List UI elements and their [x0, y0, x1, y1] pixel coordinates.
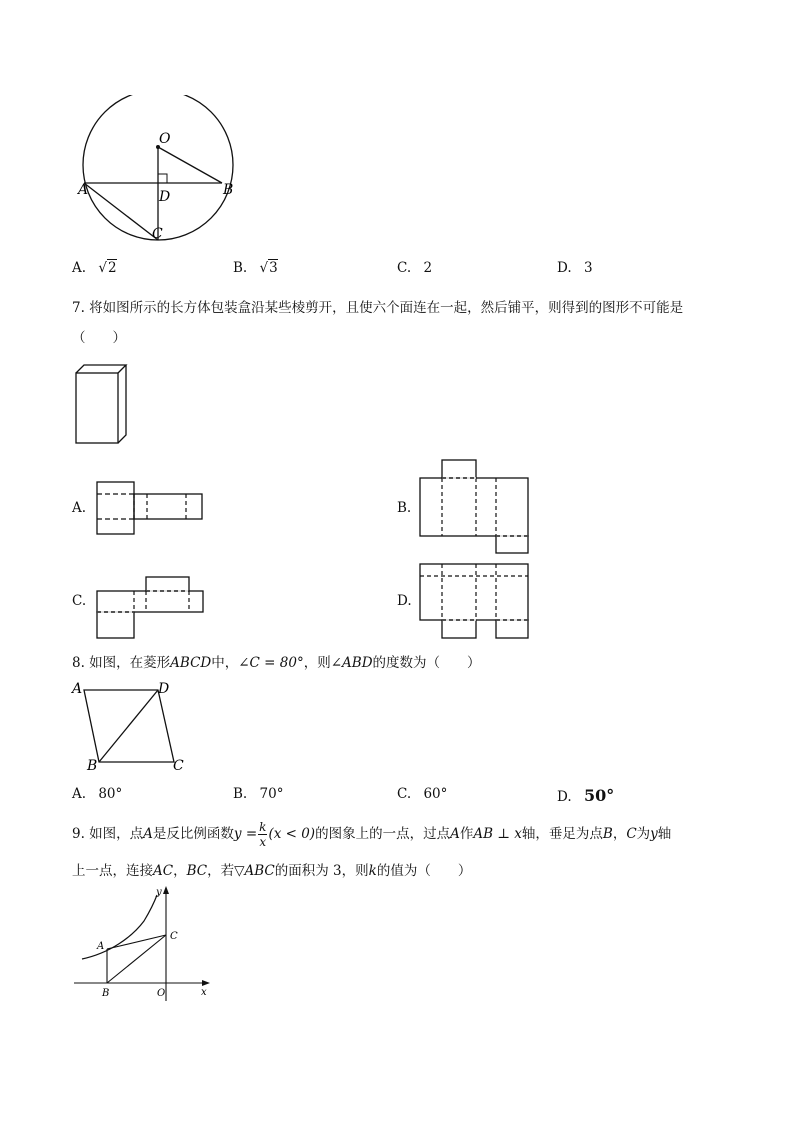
- label-a: A: [78, 182, 89, 198]
- option-letter: B.: [233, 260, 248, 276]
- segment-ac: [84, 183, 158, 240]
- option-value: 80°: [98, 786, 123, 802]
- label-c: C: [152, 226, 163, 242]
- label-x: x: [201, 987, 207, 998]
- q9-graph-figure: [70, 883, 220, 1003]
- q8-shape: ABCD: [170, 655, 212, 671]
- option-value: 3: [583, 260, 593, 276]
- q7-option-d-label[interactable]: D.: [397, 593, 412, 609]
- q7-option-a-net[interactable]: [95, 480, 207, 538]
- x-arrow: [202, 980, 210, 986]
- option-letter: A.: [72, 260, 87, 276]
- q8-option-a[interactable]: [72, 786, 122, 802]
- cuboid-front: [76, 373, 118, 443]
- q9-point: A: [143, 826, 153, 842]
- q8-text: ，则: [303, 655, 331, 671]
- label-c: C: [170, 931, 178, 942]
- q9-point: A: [450, 826, 460, 842]
- segment-ob: [158, 147, 222, 183]
- option-value: 2: [423, 260, 433, 276]
- q9-text: 为: [636, 826, 651, 842]
- label-c: C: [173, 758, 184, 774]
- q9-text: 9. 如图，点: [72, 826, 144, 842]
- q7-option-b-net[interactable]: [418, 458, 533, 556]
- q9-stem-line2: [72, 859, 471, 879]
- q9-text: ，: [612, 826, 627, 842]
- q7-cuboid-figure: [72, 360, 132, 450]
- q9-text: 轴，垂足为点: [521, 826, 603, 842]
- label-a: A: [97, 941, 105, 952]
- q7-stem-line2: （ ）: [72, 330, 126, 346]
- option-value: 50°: [583, 786, 615, 805]
- label-b: B: [223, 182, 234, 198]
- option-value: √3: [259, 260, 278, 276]
- q8-stem: [72, 651, 481, 671]
- q9-segment: BC: [186, 863, 208, 879]
- q9-text: 是反比例函数: [152, 826, 234, 842]
- option-letter: A.: [72, 786, 87, 802]
- hyperbola-curve: [82, 895, 157, 959]
- q7-stem-line1: 7. 将如图所示的长方体包装盒沿某些棱剪开，且使六个面连在一起，然后铺平，则得到的图形不可能是: [72, 300, 684, 316]
- label-b: B: [102, 988, 110, 999]
- label-o: O: [157, 988, 166, 999]
- q9-variable: k: [368, 863, 377, 879]
- option-letter: D.: [557, 260, 572, 276]
- label-d: D: [159, 189, 171, 205]
- right-angle-mark: [158, 174, 167, 183]
- q6-circle-figure: [70, 95, 250, 255]
- cuboid-side: [118, 365, 126, 443]
- q9-perpendicular: AB ⊥ x: [473, 826, 522, 842]
- q9-text: 作: [459, 826, 474, 842]
- q9-triangle: ▽ABC: [234, 863, 275, 879]
- q7-option-c-net[interactable]: [95, 575, 207, 641]
- q9-text: 轴: [657, 826, 672, 842]
- q6-option-d[interactable]: [557, 260, 593, 276]
- q9-text: 的面积为 3，则: [274, 863, 369, 879]
- label-b: B: [87, 758, 98, 774]
- q9-function: y =: [233, 826, 258, 842]
- fraction-denominator: x: [259, 835, 267, 849]
- q9-point: C: [626, 826, 637, 842]
- cuboid-top: [76, 365, 126, 373]
- q9-point: B: [602, 826, 613, 842]
- q8-rhombus-figure: [70, 678, 190, 774]
- q9-text: 的值为（ ）: [376, 863, 472, 879]
- q8-option-d[interactable]: [557, 786, 614, 805]
- y-arrow: [163, 886, 169, 894]
- q8-option-b[interactable]: [233, 786, 283, 802]
- q9-text: 的图象上的一点，过点: [315, 826, 451, 842]
- q6-option-a[interactable]: [72, 260, 117, 276]
- fraction-numerator: k: [259, 820, 267, 834]
- q9-axis: y: [650, 826, 658, 842]
- q7-option-a-label[interactable]: A.: [72, 500, 87, 516]
- label-a: A: [72, 681, 83, 697]
- q8-text: 的度数为（ ）: [372, 655, 481, 671]
- q9-text: ，: [173, 863, 187, 879]
- option-value: √2: [98, 260, 117, 276]
- option-value: 70°: [259, 786, 284, 802]
- option-letter: C.: [397, 260, 412, 276]
- q6-option-b[interactable]: [233, 260, 278, 276]
- q8-option-c[interactable]: [397, 786, 447, 802]
- q7-option-d-net[interactable]: [418, 562, 533, 642]
- option-letter: C.: [397, 786, 412, 802]
- q9-text: ，若: [207, 863, 235, 879]
- q8-condition: ∠C = 80°: [238, 655, 304, 671]
- q9-text: 上一点，连接: [72, 863, 153, 879]
- label-y: y: [156, 887, 162, 898]
- option-letter: B.: [233, 786, 248, 802]
- option-value: 60°: [423, 786, 448, 802]
- q8-angle: ∠ABD: [330, 655, 373, 671]
- label-o: O: [159, 131, 171, 147]
- q8-text: 中，: [211, 655, 239, 671]
- q8-text: 8. 如图，在菱形: [72, 655, 171, 671]
- label-d: D: [158, 681, 170, 697]
- q9-stem-line1: [72, 816, 671, 852]
- diagonal-bd: [99, 690, 158, 762]
- option-letter: D.: [557, 789, 572, 805]
- q9-segment: AC: [153, 863, 174, 879]
- q9-condition: (x < 0): [268, 826, 316, 842]
- q7-option-b-label[interactable]: B.: [397, 500, 412, 516]
- q7-option-c-label[interactable]: C.: [72, 593, 87, 609]
- q9-fraction: [258, 821, 267, 848]
- q6-option-c[interactable]: [397, 260, 432, 276]
